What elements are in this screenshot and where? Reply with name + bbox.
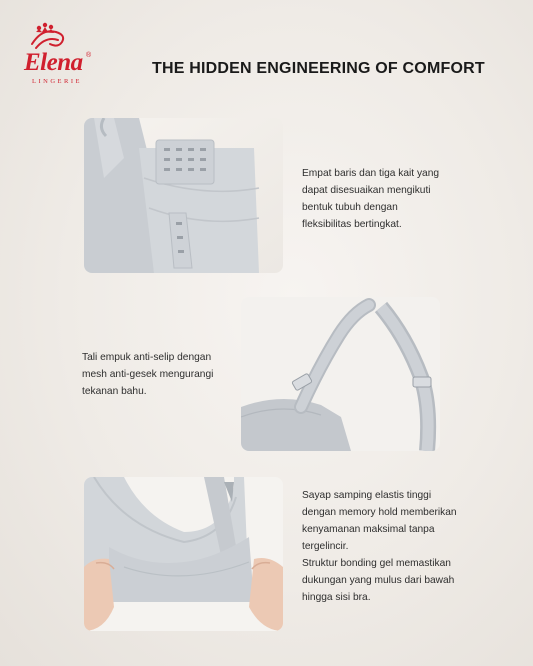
text-line: Tali empuk anti-selip dengan bbox=[82, 352, 212, 363]
section-text-4 bbox=[302, 555, 482, 606]
text-line: Struktur bonding gel memastikan bbox=[302, 558, 451, 569]
text-line: Empat baris dan tiga kait yang bbox=[302, 168, 440, 179]
text-line: tergelincir. bbox=[302, 541, 349, 552]
brand-subtitle: LINGERIE bbox=[32, 78, 82, 85]
text-line: dukungan yang mulus dari bawah bbox=[302, 575, 455, 586]
section-text-2 bbox=[82, 349, 240, 400]
text-line: tekanan bahu. bbox=[82, 386, 147, 397]
brand-logo bbox=[18, 22, 92, 84]
text-line: bentuk tubuh dengan bbox=[302, 202, 398, 213]
text-line: dengan memory hold memberikan bbox=[302, 507, 457, 518]
strap-photo bbox=[241, 297, 440, 451]
hook-closure-photo bbox=[84, 118, 283, 273]
text-line: kenyamanan maksimal tanpa bbox=[302, 524, 435, 535]
brand-name: Elena bbox=[24, 49, 83, 76]
text-line: mesh anti-gesek mengurangi bbox=[82, 369, 214, 380]
section-text-1 bbox=[302, 165, 472, 233]
text-line: Sayap samping elastis tinggi bbox=[302, 490, 432, 501]
page-title: THE HIDDEN ENGINEERING OF COMFORT bbox=[152, 60, 485, 77]
crown-icon bbox=[22, 22, 72, 52]
text-line: fleksibilitas bertingkat. bbox=[302, 219, 402, 230]
text-line: dapat disesuaikan mengikuti bbox=[302, 185, 431, 196]
text-line: hingga sisi bra. bbox=[302, 592, 371, 603]
side-wing-photo bbox=[84, 477, 283, 631]
section-text-3 bbox=[302, 487, 482, 555]
registered-mark: ® bbox=[86, 52, 92, 59]
